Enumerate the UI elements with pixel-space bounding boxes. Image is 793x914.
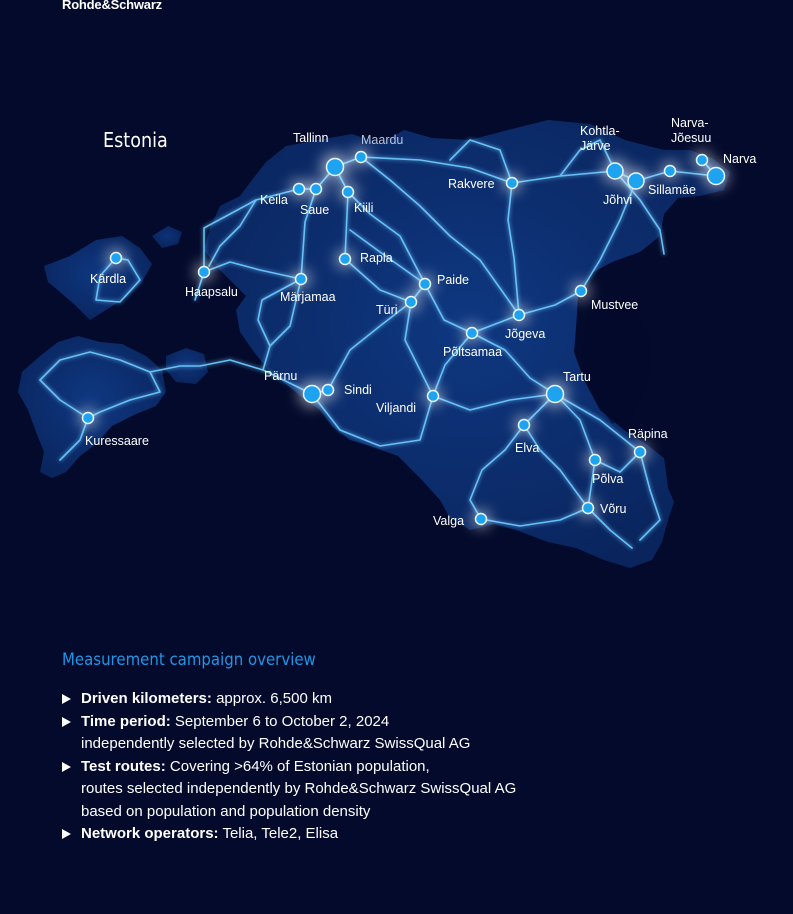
city-label-tartu: Tartu [563,370,591,384]
bullet-arrow-icon [62,762,71,772]
vormsi-island [152,226,182,248]
overview-item-continuation: based on population and population density [81,802,371,820]
city-marker-turi [406,297,417,308]
city-label-saue: Saue [300,203,330,217]
city-marker-keila [294,184,305,195]
map-title: Estonia [103,128,168,152]
city-marker-tallinn [327,159,344,176]
city-label-polva: Põlva [592,472,624,486]
city-label-narva: Narva [723,152,757,166]
city-label-kardla: Kärdla [90,272,127,286]
city-marker-poltsamaa [467,328,478,339]
city-marker-rakvere [507,178,518,189]
city-label-johvi: Jõhvi [603,193,633,207]
city-label-mustvee: Mustvee [591,298,639,312]
city-label-paide: Paide [437,273,469,287]
city-marker-parnu [304,386,321,403]
city-marker-haapsalu [199,267,210,278]
city-label-tallinn: Tallinn [293,131,329,145]
city-marker-narva-joesuu [697,155,708,166]
overview-item-operators [62,823,782,846]
city-label-keila: Keila [260,193,288,207]
overview-item-key: Driven kilometers: [81,690,212,707]
city-label-rakvere: Rakvere [448,177,495,191]
overview-item-text: Telia, Tele2, Elisa [222,825,339,842]
city-marker-rapina [635,447,646,458]
overview-item-key: Test routes: [81,757,166,775]
overview-item-key: Network operators: [81,825,219,842]
city-marker-elva [519,420,530,431]
city-marker-polva [590,455,601,466]
city-label-rapla: Rapla [360,251,393,265]
city-marker-voru [583,503,594,514]
city-marker-tartu [547,386,564,403]
city-label-poltsamaa: Põltsamaa [443,345,503,359]
bullet-arrow-icon [62,829,71,839]
bullet-arrow-icon [62,717,71,727]
city-label-kohtla-jarve: Kohtla- Järve [580,124,620,153]
overview-item-time-period [62,711,782,756]
city-marker-sindi [323,385,334,396]
city-label-viljandi: Viljandi [376,401,417,415]
city-marker-saue [311,184,322,195]
city-marker-kuressaare [83,413,94,424]
city-label-parnu: Pärnu [264,369,298,383]
city-marker-viljandi [428,391,439,402]
city-marker-jogeva [514,310,525,321]
city-marker-valga [476,514,487,525]
overview-list [62,688,782,846]
city-label-sillamae: Sillamäe [648,183,696,197]
city-label-kuressaare: Kuressaare [85,434,149,448]
city-label-haapsalu: Haapsalu [185,285,238,299]
overview-title: Measurement campaign overview [62,650,316,670]
city-marker-sillamae [665,166,676,177]
overview-item-text: September 6 to October 2, 2024 [174,712,390,730]
city-marker-johvi [628,173,644,189]
city-label-sindi: Sindi [344,383,372,397]
city-marker-maardu [356,152,367,163]
overview-item-key: Time period: [81,712,171,730]
city-marker-kardla [111,253,122,264]
bullet-arrow-icon [62,694,71,704]
overview-item-continuation: independently selected by Rohde&Schwarz SwissQual AG [81,735,471,752]
overview-item-continuation: routes selected independently by Rohde&Schwarz SwissQual AG [81,780,517,797]
city-marker-kohtla-jarve [607,163,623,179]
brand-logo: Rohde&Schwarz [62,0,162,12]
city-marker-marjamaa [296,274,307,285]
city-label-voru: Võru [600,502,627,516]
city-label-jogeva: Jõgeva [505,327,546,341]
overview-item-text: Covering >64% of Estonian population, [169,757,430,775]
city-label-rapina: Räpina [628,427,668,441]
city-label-elva: Elva [515,441,540,455]
overview-item-kilometers [62,688,782,711]
city-label-turi: Türi [376,303,398,317]
city-label-valga: Valga [433,514,465,528]
city-label-maardu: Maardu [361,133,404,147]
city-marker-mustvee [576,286,587,297]
city-marker-rapla [340,254,351,265]
city-label-marjamaa: Märjamaa [280,290,336,304]
city-marker-kiili [343,187,354,198]
overview-item-text: approx. 6,500 km [216,690,332,707]
city-label-kiili: Kiili [354,201,374,215]
city-label-narva-joesuu: Narva- Jõesuu [671,116,712,145]
city-marker-narva [708,168,725,185]
city-marker-paide [420,279,431,290]
overview-item-test-routes [62,756,782,824]
saaremaa-island [18,336,166,478]
